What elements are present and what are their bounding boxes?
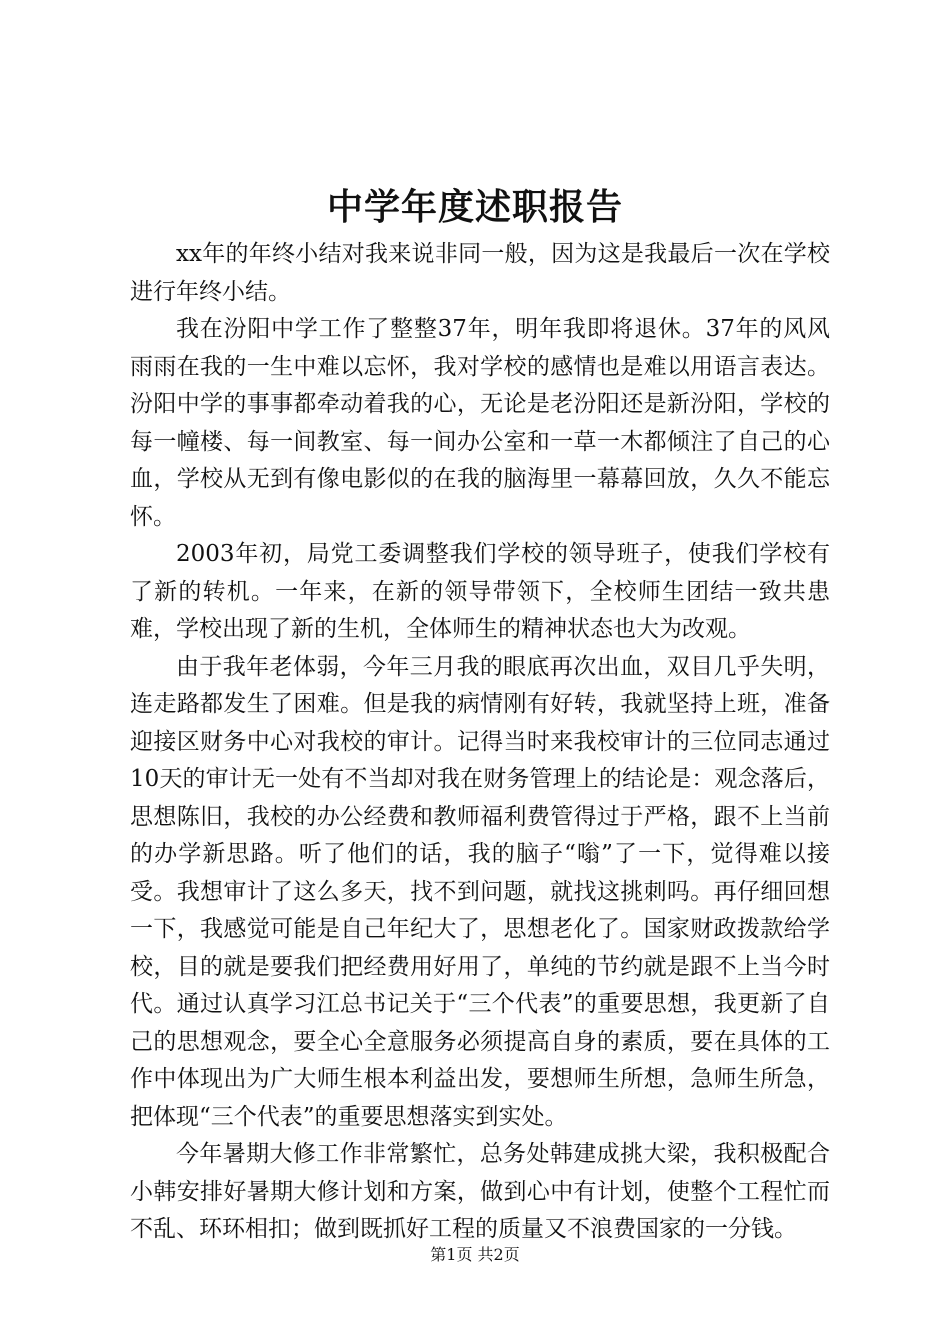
paragraph: xx年的年终小结对我来说非同一般，因为这是我最后一次在学校进行年终小结。 xyxy=(130,241,830,305)
document-title: 中学年度述职报告 xyxy=(326,186,623,228)
paragraph: 今年暑期大修工作非常繁忙，总务处韩建成挑大梁，我积极配合小韩安排好暑期大修计划和方案，做到心中有计划，使整个工程忙而不乱、环环相扣；做到既抓好工程的质量又不浪费国家的一分钱。 xyxy=(130,1141,830,1242)
paragraph: 2003年初，局党工委调整我们学校的领导班子，使我们学校有了新的转机。一年来，在新的领导带领下，全校师生团结一致共患难，学校出现了新的生机，全体师生的精神状态也大为改观。 xyxy=(130,541,830,642)
document-body xyxy=(130,236,830,1249)
paragraph: 我在汾阳中学工作了整整37年，明年我即将退休。37年的风风雨雨在我的一生中难以忘怀，我对学校的感情也是难以用语言表达。汾阳中学的事事都牵动着我的心，无论是老汾阳还是新汾阳，学校的每一幢楼、每一间教室、每一间办公室和一草一木都倾注了自己的心血，学校从无到有像电影似的在我的脑海里一幕幕回放，久久不能忘怀。 xyxy=(130,316,830,530)
page-number-footer: 第1页 共2页 xyxy=(430,1245,520,1264)
paragraph: 由于我年老体弱，今年三月我的眼底再次出血，双目几乎失明，连走路都发生了困难。但是我的病情刚有好转，我就坚持上班，准备迎接区财务中心对我校的审计。记得当时来我校审计的三位同志通过10天的审计无一处有不当却对我在财务管理上的结论是：观念落后，思想陈旧，我校的办公经费和教师福利费管得过于严格，跟不上当前的办学新思路。听了他们的话，我的脑子“嗡”了一下，觉得难以接受。我想审计了这么多天，找不到问题，就找这挑刺吗。再仔细回想一下，我感觉可能是自己年纪大了，思想老化了。国家财政拨款给学校，目的就是要我们把经费用好用了，单纯的节约就是跟不上当今时代。通过认真学习江总书记关于“三个代表”的重要思想，我更新了自己的思想观念，要全心全意服务必须提高自身的素质，要在具体的工作中体现出为广大师生根本利益出发，要想师生所想，急师生所急，把体现“三个代表”的重要思想落实到实处。 xyxy=(130,653,830,1130)
